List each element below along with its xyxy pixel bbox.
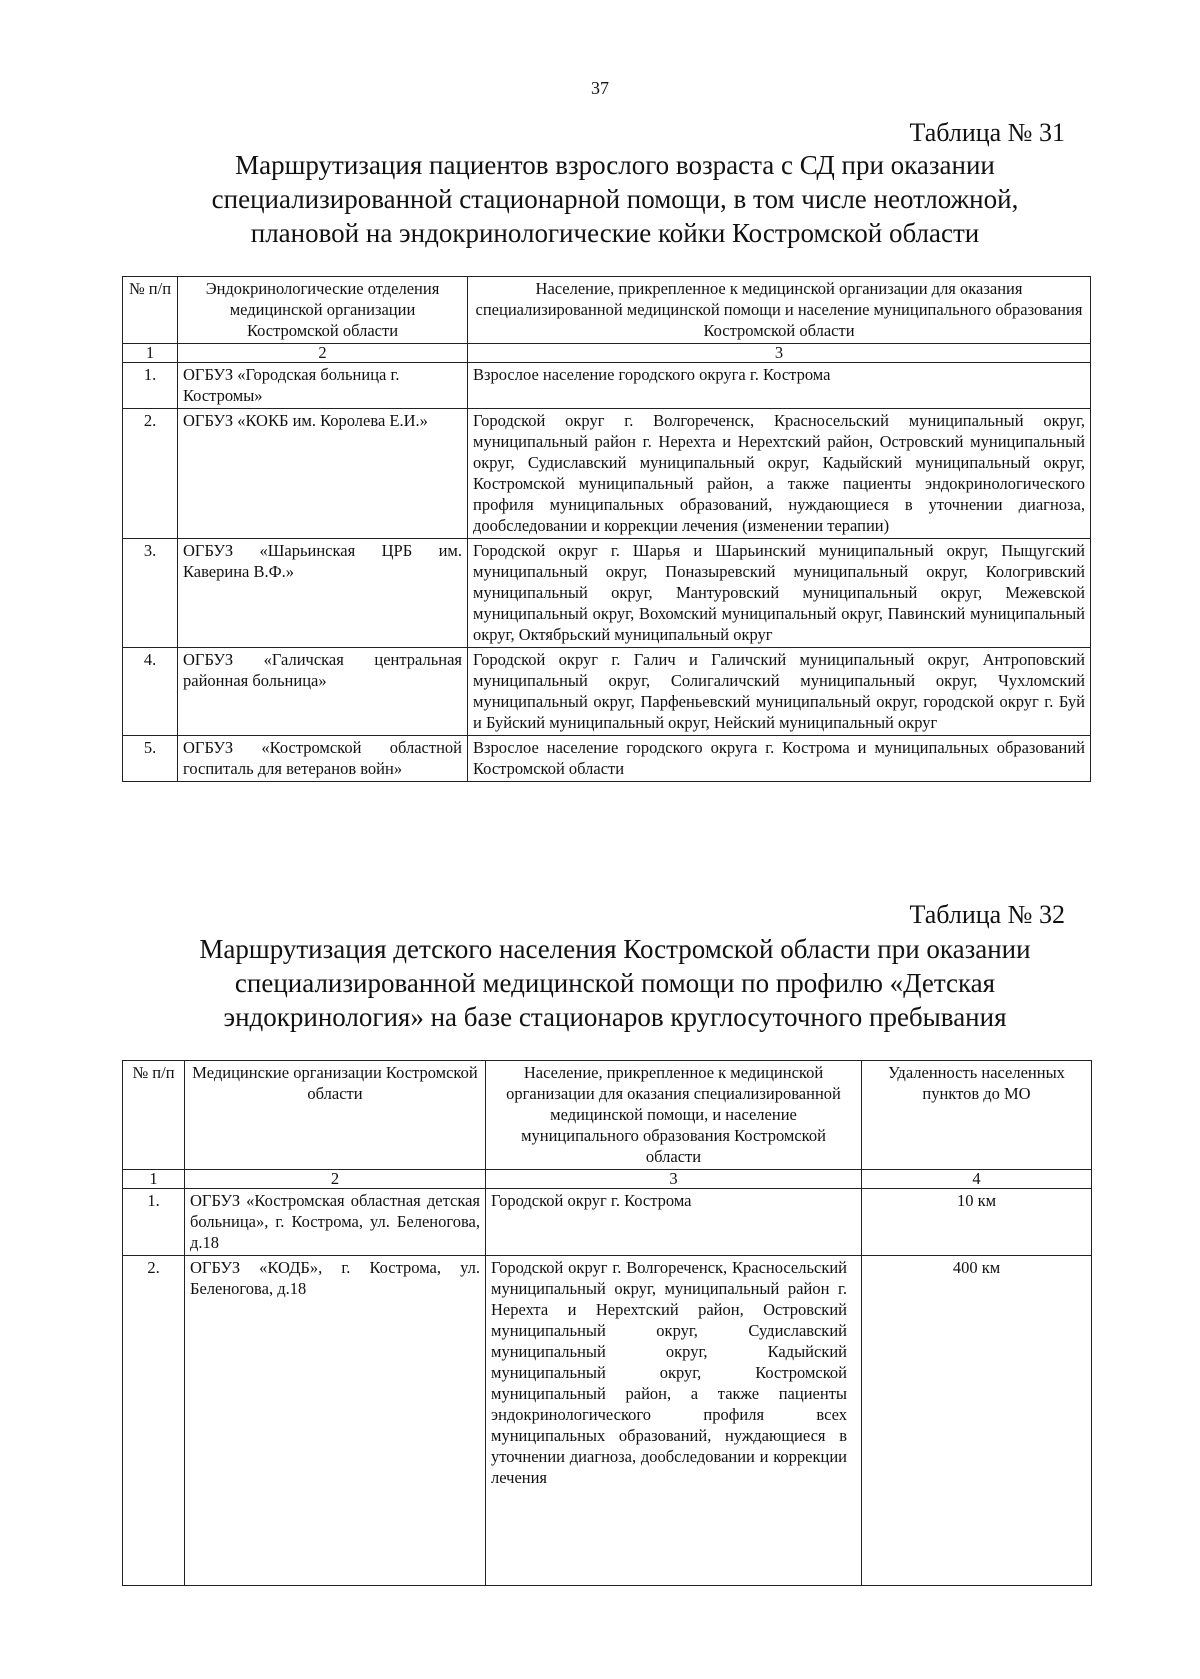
header-row <box>123 277 1091 344</box>
row-population: Городской округ г. Кострома <box>486 1189 862 1256</box>
row-population: Городской округ г. Шарья и Шарьинский муниципальный округ, Пыщугский муниципальный округ, Поназыревский муниципальный округ, Кологривский муниципальный округ, Мантуровский муниципальный округ, Межевской муниципальный округ, Вохомский муниципальный округ, Павинский муниципальный округ, Октябрьский муниципальный округ <box>468 539 1091 648</box>
header-org: Эндокринологические отделения медицинской организации Костромской области <box>178 277 468 344</box>
page-number: 37 <box>591 78 609 98</box>
column-number: 4 <box>862 1170 1092 1189</box>
row-num: 1. <box>123 1189 185 1256</box>
row-num: 2. <box>123 409 178 539</box>
column-number: 2 <box>178 344 468 363</box>
column-numbers-row <box>123 344 1091 363</box>
title-line: плановой на эндокринологические койки Костромской области <box>250 218 980 248</box>
column-number: 3 <box>486 1170 862 1189</box>
row-org: ОГБУЗ «Городская больница г. Костромы» <box>178 363 468 409</box>
header-population: Население, прикрепленное к медицинской организации для оказания специализированной медицинской помощи, и население муниципального образования Костромской области <box>486 1061 862 1170</box>
column-numbers-row <box>123 1170 1092 1189</box>
title-line: эндокринология» на базе стационаров круглосуточного пребывания <box>223 1002 1007 1032</box>
table-31-title <box>150 148 1080 250</box>
header-num: № п/п <box>123 277 178 344</box>
row-num: 5. <box>123 736 178 782</box>
row-population: Взрослое население городского округа г. Кострома и муниципальных образований Костромской области <box>468 736 1091 782</box>
row-distance: 10 км <box>862 1189 1092 1256</box>
row-num: 2. <box>123 1256 185 1586</box>
row-org: ОГБУЗ «КОДБ», г. Кострома, ул. Беленогова, д.18 <box>185 1256 486 1586</box>
header-population: Население, прикрепленное к медицинской организации для оказания специализированной медицинской помощи и население муниципального образования Костромской области <box>468 277 1091 344</box>
table-row <box>123 648 1091 736</box>
table-32-label: Таблица № 32 <box>909 900 1065 929</box>
table-row <box>123 409 1091 539</box>
header-num: № п/п <box>123 1061 185 1170</box>
row-population: Взрослое население городского округа г. Кострома <box>468 363 1091 409</box>
title-line: Маршрутизация пациентов взрослого возраста с СД при оказании <box>235 150 995 180</box>
table-31 <box>122 276 1091 782</box>
header-org: Медицинские организации Костромской области <box>185 1061 486 1170</box>
table-row <box>123 736 1091 782</box>
table-32-title <box>150 932 1080 1034</box>
row-org: ОГБУЗ «Галичская центральная районная больница» <box>178 648 468 736</box>
row-num: 4. <box>123 648 178 736</box>
title-line: специализированной медицинской помощи по профилю «Детская <box>234 968 996 998</box>
row-org: ОГБУЗ «КОКБ им. Королева Е.И.» <box>178 409 468 539</box>
column-number: 1 <box>123 344 178 363</box>
row-population: Городской округ г. Галич и Галичский муниципальный округ, Антроповский муниципальный округ, Солигаличский муниципальный округ, Чухломский муниципальный округ, Парфеньевский муниципальный округ, городской округ г. Буй и Буйский муниципальный округ, Нейский муниципальный округ <box>468 648 1091 736</box>
header-distance: Удаленность населенных пунктов до МО <box>862 1061 1092 1170</box>
row-org: ОГБУЗ «Шарьинская ЦРБ им. Каверина В.Ф.» <box>178 539 468 648</box>
table-row <box>123 1189 1092 1256</box>
header-row <box>123 1061 1092 1170</box>
row-num: 1. <box>123 363 178 409</box>
table-32 <box>122 1060 1092 1586</box>
row-org: ОГБУЗ «Костромской областной госпиталь для ветеранов войн» <box>178 736 468 782</box>
title-line: Маршрутизация детского населения Костромской области при оказании <box>199 934 1031 964</box>
row-num: 3. <box>123 539 178 648</box>
row-org: ОГБУЗ «Костромская областная детская больница», г. Кострома, ул. Беленогова, д.18 <box>185 1189 486 1256</box>
row-population: Городской округ г. Волгореченск, Красносельский муниципальный округ, муниципальный район г. Нерехта и Нерехтский район, Островский муниципальный округ, Судиславский муниципальный округ, Кадыйский муниципальный округ, Костромской муниципальный район, а также пациенты эндокринологического профиля всех муниципальных образований, нуждающиеся в уточнении диагноза, дообследовании и коррекции лечения <box>486 1256 862 1586</box>
table-row <box>123 1256 1092 1586</box>
column-number: 3 <box>468 344 1091 363</box>
table-row <box>123 363 1091 409</box>
column-number: 2 <box>185 1170 486 1189</box>
row-population: Городской округ г. Волгореченск, Красносельский муниципальный округ, муниципальный район г. Нерехта и Нерехтский район, Островский муниципальный округ, Судиславский муниципальный округ, Кадыйский муниципальный округ, Костромской муниципальный район, а также пациенты эндокринологического профиля муниципальных образований, нуждающиеся в уточнении диагноза, дообследовании и коррекции лечения (изменении терапии) <box>468 409 1091 539</box>
row-distance: 400 км <box>862 1256 1092 1586</box>
column-number: 1 <box>123 1170 185 1189</box>
title-line: специализированной стационарной помощи, в том числе неотложной, <box>211 184 1019 214</box>
table-row <box>123 539 1091 648</box>
table-31-label: Таблица № 31 <box>909 118 1065 147</box>
